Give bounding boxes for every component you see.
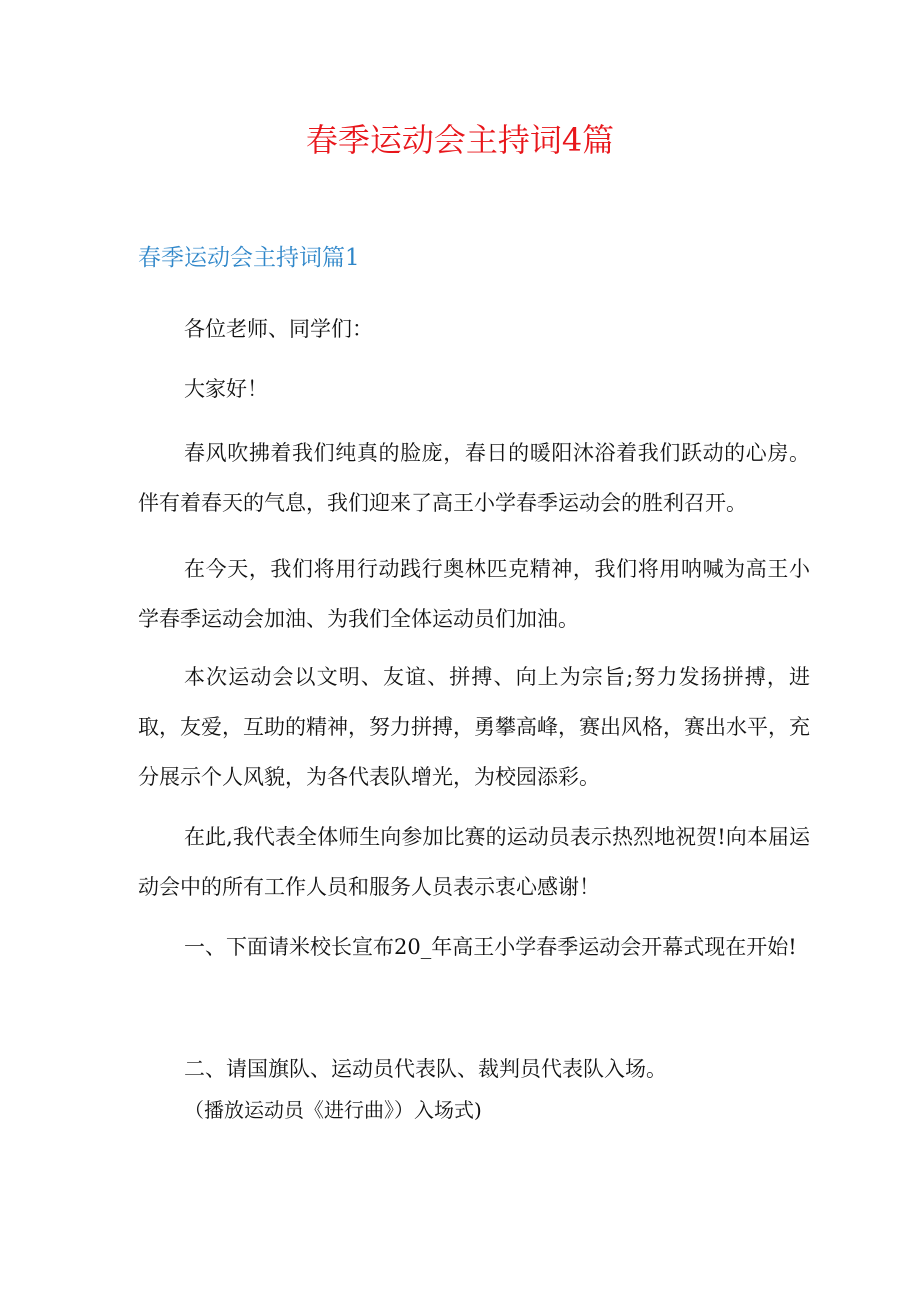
paragraph: 在今天，我们将用行动践行奥林匹克精神，我们将用呐喊为高王小学春季运动会加油、为我们全体运动员们加油。 xyxy=(138,557,810,631)
paragraph-salutation: 各位老师、同学们： xyxy=(184,317,373,341)
paragraph: 本次运动会以文明、友谊、拼搏、向上为宗旨;努力发扬拼搏，进取，友爱，互助的精神，努力拼搏，勇攀高峰，赛出风格，赛出水平，充分展示个人风貌，为各代表队增光，为校园添彩。 xyxy=(138,665,810,789)
document-title: 春季运动会主持词4篇 xyxy=(305,121,615,159)
paragraph: 在此,我代表全体师生向参加比赛的运动员表示热烈地祝贺!向本届运动会中的所有工作人员和服务人员表示衷心感谢！ xyxy=(138,825,810,899)
paragraph: 一、下面请米校长宣布20_年高王小学春季运动会开幕式现在开始! xyxy=(184,935,797,959)
section-heading: 春季运动会主持词篇1 xyxy=(138,245,360,271)
paragraph-stage-direction: （播放运动员《进行曲》）入场式) xyxy=(184,1098,482,1122)
paragraph: 二、请国旗队、运动员代表队、裁判员代表队入场。 xyxy=(184,1057,667,1081)
paragraph: 春风吹拂着我们纯真的脸庞，春日的暖阳沐浴着我们跃动的心房。伴有着春天的气息，我们迎来了高王小学春季运动会的胜利召开。 xyxy=(138,441,810,515)
paragraph-greeting: 大家好！ xyxy=(184,377,268,401)
